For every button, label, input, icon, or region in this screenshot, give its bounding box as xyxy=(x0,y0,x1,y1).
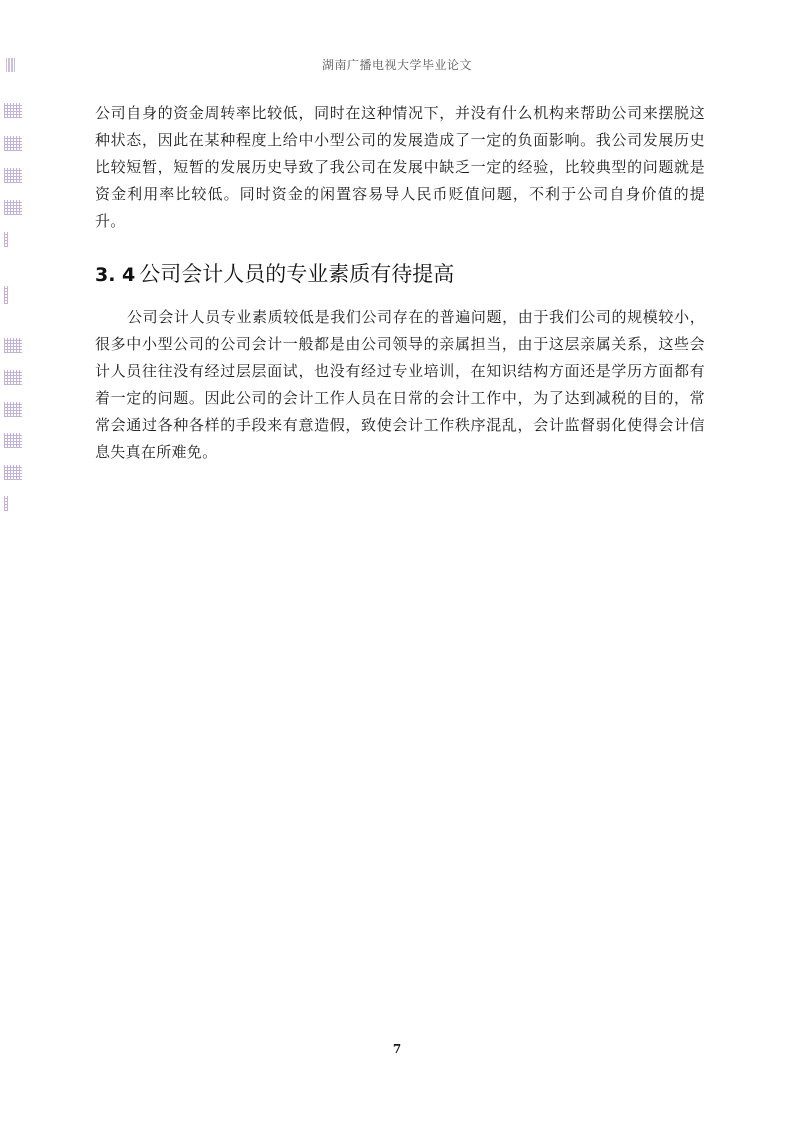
section-title: 公司会计人员的专业素质有待提高 xyxy=(139,262,455,286)
body-paragraph: 公司会计人员专业素质较低是我们公司存在的普遍问题，由于我们公司的规模较小，很多中小型公司的公司会计一般都是由公司领导的亲属担当，由于这层亲属关系，这些会计人员往往没有经过层层面试，也没有经过专业培训，在知识结构方面还是学历方面都有着一定的问题。因此公司的会计工作人员在日常的会计工作中，为了达到减税的目的，常常会通过各种各样的手段来有意造假，致使会计工作秩序混乱，会计监督弱化使得会计信息失真在所难免。 xyxy=(95,308,705,461)
page-number: 7 xyxy=(392,1042,402,1056)
margin-mark xyxy=(4,496,8,511)
margin-mark xyxy=(4,338,22,353)
margin-mark xyxy=(4,200,22,215)
margin-mark xyxy=(4,232,8,247)
margin-mark xyxy=(4,168,22,183)
margin-mark xyxy=(4,433,22,448)
margin-mark xyxy=(4,402,22,417)
running-header: 湖南广播电视大学毕业论文 xyxy=(321,58,472,72)
section-heading xyxy=(95,259,705,290)
body-paragraph: 公司自身的资金周转率比较低，同时在这种情况下，并没有什么机构来帮助公司来摆脱这种状态，因此在某种程度上给中小型公司的发展造成了一定的负面影响。我公司发展历史比较短暂，短暂的发展历史导致了我公司在发展中缺乏一定的经验，比较典型的问题就是资金利用率比较低。同时资金的闲置容易导人民币贬值问题，不利于公司自身价值的提升。 xyxy=(95,104,705,230)
section-number: 3. 4 xyxy=(95,264,136,286)
margin-mark xyxy=(4,103,22,118)
margin-mark xyxy=(4,136,22,151)
margin-mark xyxy=(4,465,22,480)
margin-mark xyxy=(4,370,22,385)
document-body xyxy=(95,100,705,466)
margin-scan-artifacts xyxy=(4,0,24,1123)
margin-mark xyxy=(4,286,8,304)
